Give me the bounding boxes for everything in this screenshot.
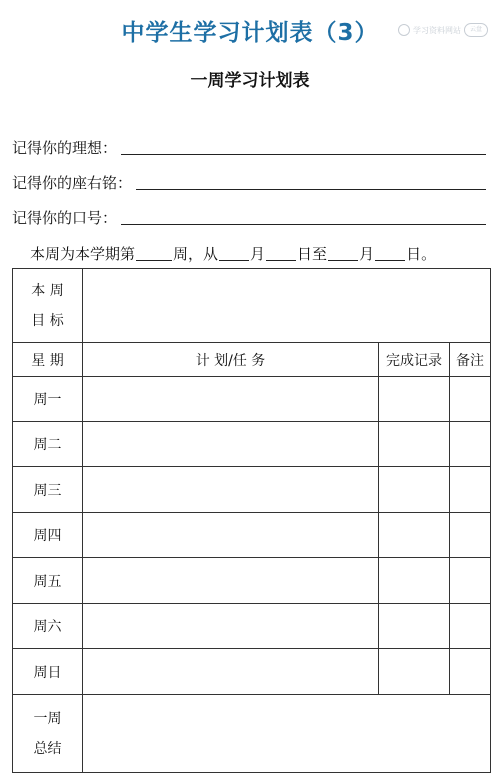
note-cell[interactable] [450,649,491,695]
day-label: 周四 [13,513,83,558]
watermark-logo [398,20,490,40]
start-day-field[interactable] [266,259,296,261]
plan-cell[interactable] [83,422,379,467]
plan-cell[interactable] [83,467,379,513]
week-text-6: 日。 [406,245,437,263]
week-text-3: 月 [250,245,266,263]
day-label: 周六 [13,604,83,649]
note-cell[interactable] [450,604,491,649]
summary-row [13,695,491,773]
summary-label-line-1: 一周 [33,710,62,727]
table-row [13,604,491,649]
cloud-icon: 云盘 [464,23,488,37]
header-plan: 计 划/任 务 [83,343,379,377]
week-text-5: 月 [359,245,375,263]
header-done: 完成记录 [379,343,450,377]
end-month-field[interactable] [328,259,358,261]
note-cell[interactable] [450,377,491,422]
table-row [13,649,491,695]
done-cell[interactable] [379,467,450,513]
page-subtitle: 一周学习计划表 [190,71,310,91]
table-row [13,558,491,604]
logo-icon [398,24,410,36]
plan-cell[interactable] [83,377,379,422]
goal-input-cell[interactable] [83,269,491,343]
ideal-label: 记得你的理想： [12,139,118,157]
note-cell[interactable] [450,513,491,558]
page-title: 中学生学习计划表（3） [121,20,379,46]
table-row [13,422,491,467]
table-row [13,513,491,558]
done-cell[interactable] [379,604,450,649]
week-range-row [30,240,436,264]
plan-cell[interactable] [83,649,379,695]
done-cell[interactable] [379,422,450,467]
goal-label-line-1: 本 周 [31,282,64,299]
header-day: 星 期 [13,343,83,377]
ideal-field[interactable] [121,154,486,155]
week-text-4: 日至 [297,245,328,263]
day-label: 周五 [13,558,83,604]
slogan-field[interactable] [121,224,486,225]
watermark-text: 学习资料网站 [413,25,461,35]
table-row [13,377,491,422]
note-cell[interactable] [450,422,491,467]
day-label: 周一 [13,377,83,422]
plan-cell[interactable] [83,513,379,558]
weekly-plan-table [12,268,491,773]
goal-label-line-2: 目 标 [31,312,64,329]
plan-cell[interactable] [83,604,379,649]
week-text-2: 周，从 [173,245,219,263]
motto-field[interactable] [136,189,486,190]
week-number-field[interactable] [136,259,172,261]
done-cell[interactable] [379,558,450,604]
slogan-label: 记得你的口号： [12,209,118,227]
goal-row [13,269,491,343]
motto-label: 记得你的座右铭： [12,174,133,192]
done-cell[interactable] [379,513,450,558]
day-label: 周三 [13,467,83,513]
done-cell[interactable] [379,649,450,695]
goal-label-cell [13,269,83,343]
plan-cell[interactable] [83,558,379,604]
ideal-row [12,134,486,158]
end-day-field[interactable] [375,259,405,261]
week-text-1: 本周为本学期第 [30,245,136,263]
day-label: 周二 [13,422,83,467]
note-cell[interactable] [450,558,491,604]
summary-label-line-2: 总结 [33,740,62,757]
summary-input-cell[interactable] [83,695,491,773]
day-label: 周日 [13,649,83,695]
start-month-field[interactable] [219,259,249,261]
note-cell[interactable] [450,467,491,513]
header-row [13,343,491,377]
table-row [13,467,491,513]
motto-row [12,169,486,193]
slogan-row [12,204,486,228]
header-note: 备注 [450,343,491,377]
summary-label-cell [13,695,83,773]
done-cell[interactable] [379,377,450,422]
